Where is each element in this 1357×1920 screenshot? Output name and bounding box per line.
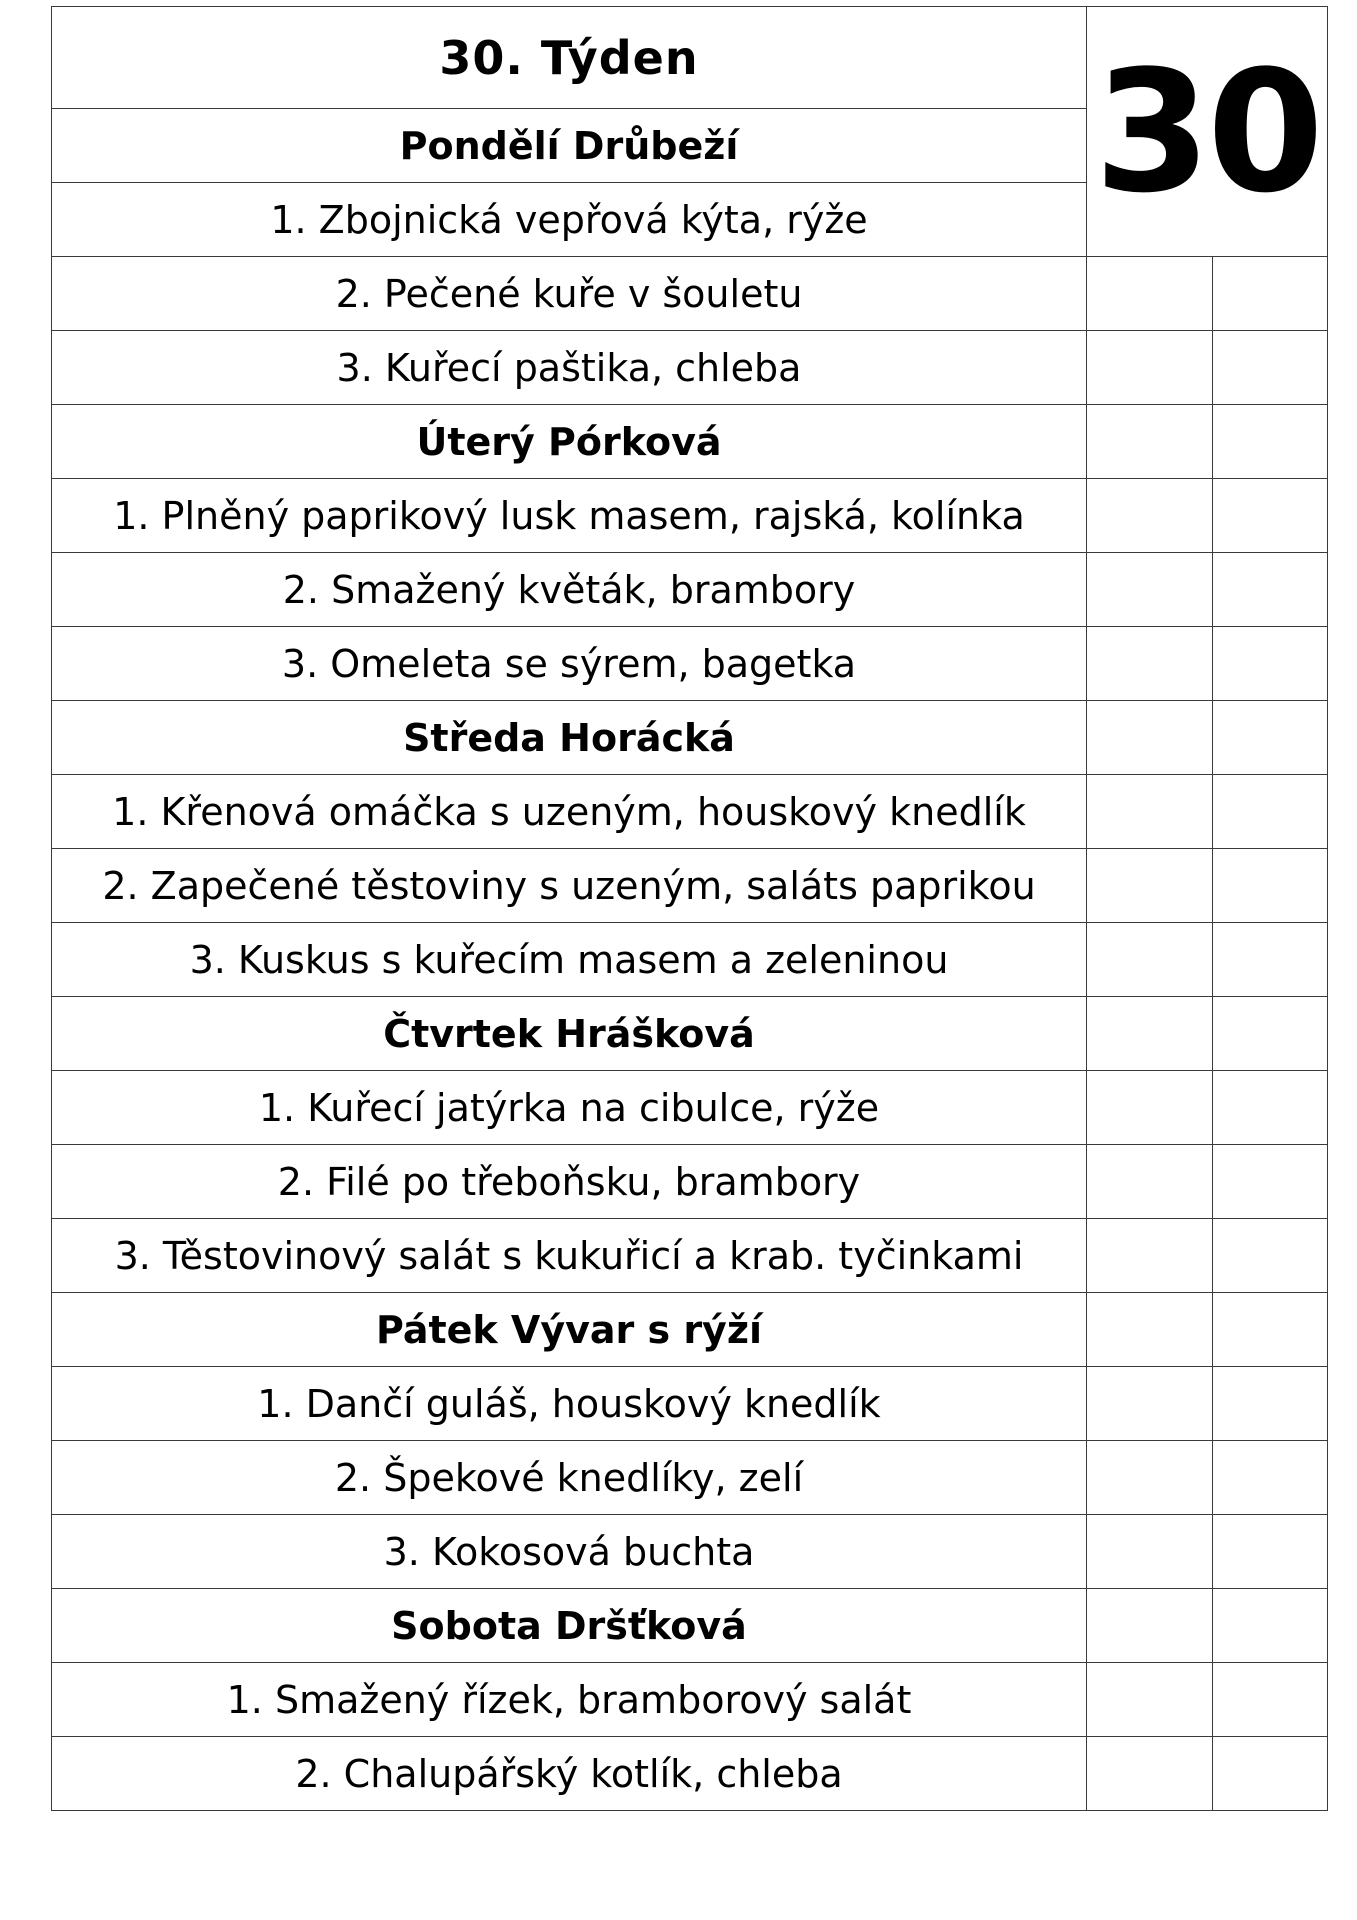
order-cell-a[interactable]	[1087, 701, 1213, 775]
table-row	[52, 553, 1328, 627]
table-row	[52, 1293, 1328, 1367]
order-cell-b[interactable]	[1213, 923, 1328, 997]
order-cell-b[interactable]	[1213, 1219, 1328, 1293]
title-row	[52, 7, 1328, 109]
order-cell-b[interactable]	[1213, 1663, 1328, 1737]
order-cell-a[interactable]	[1087, 1219, 1213, 1293]
table-row	[52, 1441, 1328, 1515]
menu-item: 1. Smažený řízek, bramborový salát	[52, 1663, 1087, 1737]
order-cell-a[interactable]	[1087, 257, 1213, 331]
day-heading: Úterý Pórková	[52, 405, 1087, 479]
order-cell-a[interactable]	[1087, 1663, 1213, 1737]
order-cell-b[interactable]	[1213, 1145, 1328, 1219]
order-cell-b[interactable]	[1213, 1367, 1328, 1441]
menu-sheet	[51, 6, 1327, 1811]
table-row	[52, 1145, 1328, 1219]
order-cell-b[interactable]	[1213, 479, 1328, 553]
menu-item: 2. Filé po třeboňsku, brambory	[52, 1145, 1087, 1219]
table-row	[52, 1663, 1328, 1737]
order-cell-a[interactable]	[1087, 1367, 1213, 1441]
table-row	[52, 1071, 1328, 1145]
menu-item: 2. Zapečené těstoviny s uzeným, saláts paprikou	[52, 849, 1087, 923]
menu-item: 2. Pečené kuře v šouletu	[52, 257, 1087, 331]
menu-item: 1. Plněný paprikový lusk masem, rajská, kolínka	[52, 479, 1087, 553]
table-row	[52, 405, 1328, 479]
menu-item: 2. Špekové knedlíky, zelí	[52, 1441, 1087, 1515]
day-heading: Sobota Dršťková	[52, 1589, 1087, 1663]
order-cell-a[interactable]	[1087, 849, 1213, 923]
menu-item: 1. Dančí guláš, houskový knedlík	[52, 1367, 1087, 1441]
order-cell-b[interactable]	[1213, 553, 1328, 627]
menu-table	[51, 6, 1328, 1811]
table-row	[52, 849, 1328, 923]
order-cell-b[interactable]	[1213, 405, 1328, 479]
order-cell-b[interactable]	[1213, 627, 1328, 701]
order-cell-a[interactable]	[1087, 1071, 1213, 1145]
table-row	[52, 923, 1328, 997]
order-cell-b[interactable]	[1213, 1293, 1328, 1367]
order-cell-b[interactable]	[1213, 257, 1328, 331]
order-cell-b[interactable]	[1213, 1737, 1328, 1811]
table-row	[52, 701, 1328, 775]
order-cell-a[interactable]	[1087, 997, 1213, 1071]
order-cell-a[interactable]	[1087, 923, 1213, 997]
order-cell-a[interactable]	[1087, 1589, 1213, 1663]
table-row	[52, 257, 1328, 331]
order-cell-a[interactable]	[1087, 553, 1213, 627]
table-row	[52, 331, 1328, 405]
menu-item: 1. Zbojnická vepřová kýta, rýže	[52, 183, 1087, 257]
order-cell-a[interactable]	[1087, 1515, 1213, 1589]
table-row	[52, 627, 1328, 701]
menu-item: 3. Kuskus s kuřecím masem a zeleninou	[52, 923, 1087, 997]
menu-item: 1. Křenová omáčka s uzeným, houskový knedlík	[52, 775, 1087, 849]
order-cell-a[interactable]	[1087, 405, 1213, 479]
order-cell-b[interactable]	[1213, 331, 1328, 405]
order-cell-b[interactable]	[1213, 1589, 1328, 1663]
table-row	[52, 997, 1328, 1071]
week-number-badge: 30	[1087, 7, 1328, 257]
menu-item: 2. Chalupářský kotlík, chleba	[52, 1737, 1087, 1811]
table-row	[52, 1219, 1328, 1293]
order-cell-a[interactable]	[1087, 331, 1213, 405]
order-cell-b[interactable]	[1213, 1441, 1328, 1515]
day-heading: Pátek Vývar s rýží	[52, 1293, 1087, 1367]
table-row	[52, 775, 1328, 849]
menu-item: 3. Kokosová buchta	[52, 1515, 1087, 1589]
table-row	[52, 479, 1328, 553]
order-cell-a[interactable]	[1087, 1145, 1213, 1219]
menu-item: 3. Kuřecí paštika, chleba	[52, 331, 1087, 405]
day-heading: Středa Horácká	[52, 701, 1087, 775]
order-cell-a[interactable]	[1087, 479, 1213, 553]
order-cell-b[interactable]	[1213, 701, 1328, 775]
menu-item: 3. Těstovinový salát s kukuřicí a krab. tyčinkami	[52, 1219, 1087, 1293]
table-row	[52, 1367, 1328, 1441]
menu-item: 2. Smažený květák, brambory	[52, 553, 1087, 627]
order-cell-a[interactable]	[1087, 1737, 1213, 1811]
order-cell-a[interactable]	[1087, 627, 1213, 701]
table-row	[52, 1737, 1328, 1811]
table-row	[52, 1515, 1328, 1589]
order-cell-b[interactable]	[1213, 775, 1328, 849]
order-cell-b[interactable]	[1213, 1515, 1328, 1589]
order-cell-b[interactable]	[1213, 849, 1328, 923]
day-heading: Čtvrtek Hrášková	[52, 997, 1087, 1071]
order-cell-b[interactable]	[1213, 997, 1328, 1071]
order-cell-a[interactable]	[1087, 1293, 1213, 1367]
week-title: 30. Týden	[52, 7, 1087, 109]
order-cell-a[interactable]	[1087, 775, 1213, 849]
table-row	[52, 1589, 1328, 1663]
day-heading: Pondělí Drůbeží	[52, 109, 1087, 183]
menu-item: 3. Omeleta se sýrem, bagetka	[52, 627, 1087, 701]
order-cell-b[interactable]	[1213, 1071, 1328, 1145]
order-cell-a[interactable]	[1087, 1441, 1213, 1515]
menu-item: 1. Kuřecí jatýrka na cibulce, rýže	[52, 1071, 1087, 1145]
